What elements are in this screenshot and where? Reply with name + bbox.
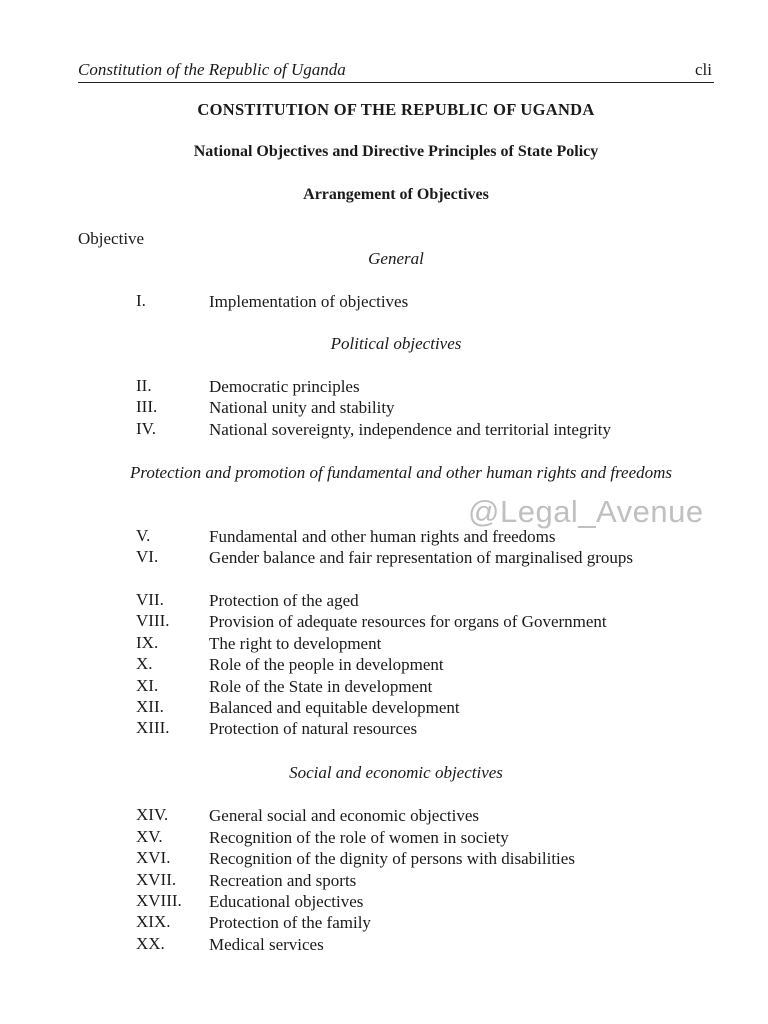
document-title: CONSTITUTION OF THE REPUBLIC OF UGANDA — [197, 100, 595, 119]
arrangement-heading: Arrangement of Objectives — [303, 186, 489, 203]
section-heading-political: Political objectives — [330, 334, 462, 353]
objective-row — [0, 805, 768, 826]
objective-row — [0, 397, 768, 418]
objective-number: XIV. — [136, 805, 169, 824]
objective-title: Medical services — [209, 935, 324, 954]
objective-title: Protection of the aged — [209, 591, 359, 610]
objective-number: VII. — [136, 590, 164, 609]
objective-number: II. — [136, 376, 152, 395]
objective-title: Democratic principles — [209, 377, 360, 396]
objective-row — [0, 633, 768, 654]
objective-row — [0, 547, 768, 568]
objective-title: Recognition of the dignity of persons with disabilities — [209, 849, 575, 868]
objective-title: Recreation and sports — [209, 871, 357, 890]
objective-row — [0, 718, 768, 739]
running-head-title: Constitution of the Republic of Uganda — [78, 60, 346, 79]
objective-number: XVI. — [136, 848, 171, 867]
objective-row — [0, 526, 768, 547]
running-head — [78, 60, 714, 83]
objective-row — [0, 827, 768, 848]
objective-row — [0, 419, 768, 440]
document-subtitle: National Objectives and Directive Principles of State Policy — [193, 143, 599, 160]
objective-row — [0, 590, 768, 611]
objective-row — [0, 912, 768, 933]
objective-title: National sovereignty, independence and territorial integrity — [209, 420, 612, 439]
objective-row — [0, 611, 768, 632]
objective-number: XV. — [136, 827, 163, 846]
objective-row — [0, 654, 768, 675]
objective-number: XX. — [136, 934, 165, 953]
objective-title: Recognition of the role of women in society — [209, 828, 509, 847]
objective-title: Protection of the family — [209, 913, 371, 932]
objective-title: Protection of natural resources — [209, 719, 418, 738]
objective-number: XVII. — [136, 870, 177, 889]
objective-number: III. — [136, 397, 158, 416]
objective-title: National unity and stability — [209, 398, 395, 417]
objective-number: XI. — [136, 676, 159, 695]
objective-row — [0, 676, 768, 697]
objective-row — [0, 697, 768, 718]
objective-title: Balanced and equitable development — [209, 698, 460, 717]
objective-row — [0, 934, 768, 955]
objective-title: General social and economic objectives — [209, 806, 479, 825]
objective-number: XIX. — [136, 912, 171, 931]
objective-title: Gender balance and fair representation of marginalised groups — [209, 548, 634, 567]
objective-row — [0, 376, 768, 397]
watermark-text: @Legal_Avenue — [468, 494, 704, 529]
section-heading-protection: Protection and promotion of fundamental and other human rights and freedoms — [129, 463, 673, 482]
objective-row — [0, 848, 768, 869]
objective-title: Provision of adequate resources for organs of Government — [209, 612, 607, 631]
objective-number: V. — [136, 526, 151, 545]
objective-row — [0, 291, 768, 312]
objective-title: Role of the State in development — [209, 677, 433, 696]
objective-row — [0, 891, 768, 912]
objective-number: X. — [136, 654, 153, 673]
page-number: cli — [695, 60, 712, 79]
objective-number: IX. — [136, 633, 159, 652]
objective-title: Educational objectives — [209, 892, 364, 911]
objective-number: XII. — [136, 697, 164, 716]
objective-number: VIII. — [136, 611, 170, 630]
section-heading-general: General — [368, 249, 424, 268]
objective-number: I. — [136, 291, 146, 310]
objective-title: Implementation of objectives — [209, 292, 409, 311]
objective-number: VI. — [136, 547, 159, 566]
objective-title: Role of the people in development — [209, 655, 444, 674]
objective-row — [0, 870, 768, 891]
column-label: Objective — [78, 229, 145, 248]
objective-number: IV. — [136, 419, 156, 438]
section-heading-social: Social and economic objectives — [289, 763, 503, 782]
objective-number: XVIII. — [136, 891, 182, 910]
objective-number: XIII. — [136, 718, 170, 737]
objective-title: The right to development — [209, 634, 382, 653]
objective-title: Fundamental and other human rights and freedoms — [209, 527, 556, 546]
